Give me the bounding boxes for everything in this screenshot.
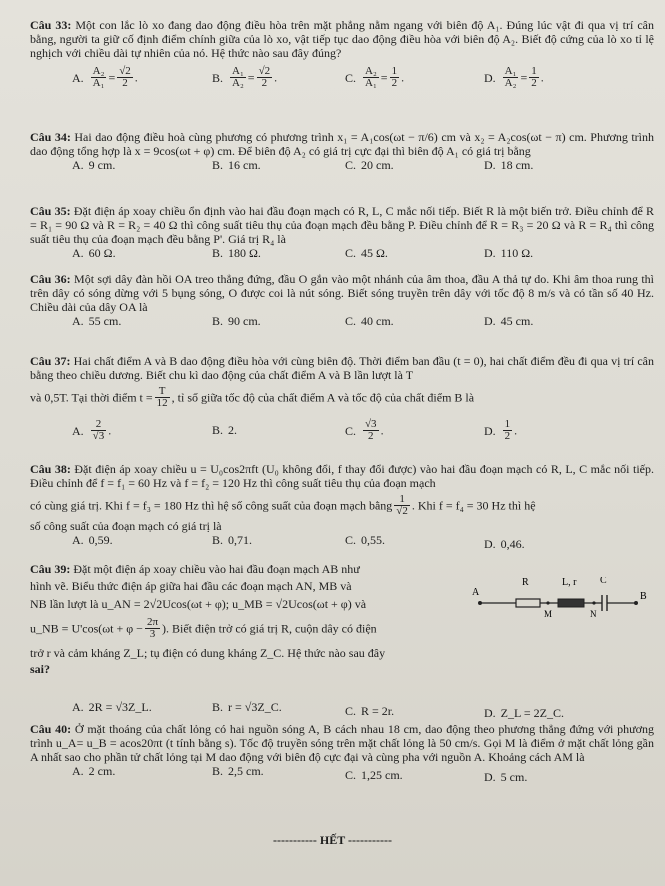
- option-c[interactable]: C. R = 2r.: [345, 704, 395, 718]
- terminal-b: [634, 601, 638, 605]
- option-b[interactable]: B. 0,71.: [212, 533, 253, 547]
- circuit-diagram: [470, 577, 650, 627]
- option-a[interactable]: A. 0,59.: [72, 533, 113, 547]
- question-39-options: [0, 700, 660, 720]
- options-row: [0, 314, 660, 330]
- question-label: Câu 40:: [30, 722, 72, 736]
- option-b[interactable]: B. 16 cm.: [212, 158, 261, 172]
- inductor-symbol: [558, 599, 584, 607]
- end-marker: ----------- HẾT -----------: [272, 833, 393, 847]
- option-a[interactable]: A. 9 cm.: [72, 158, 116, 172]
- label-lr: L, r: [562, 577, 577, 588]
- option-d[interactable]: D. Z_L = 2Z_C.: [484, 706, 564, 720]
- label-b: B: [640, 591, 647, 602]
- options-row: [0, 764, 660, 784]
- node-n: [592, 601, 595, 604]
- options-row: [0, 62, 660, 92]
- option-b[interactable]: B. r = √3Z_C.: [212, 700, 282, 714]
- question-39: Câu 39: Đặt một điện áp xoay chiều vào hai đầu đoạn mạch AB như hình vẽ. Biểu thức điện áp giữa hai đầu các đoạn mạch AN, MB và NB lần lượt là u_AN = 2√2Ucos(ωt + φ); u_MB = √2Ucos(ωt + φ) và u_NB = U'cos(ωt + φ − $\frac{2\pi}{3}$ ). Biết điện trở có giá trị R, cuộn dây có điện trở r và cảm kháng Z_L; tụ điện có dung kháng Z_C. Hệ thức nào sau đây sai?: [30, 562, 386, 676]
- option-b[interactable]: B. 2,5 cm.: [212, 764, 264, 778]
- options-row: [0, 533, 660, 549]
- options-row: [0, 700, 660, 720]
- option-c[interactable]: C. $\frac{\text{A₂}}{\text{A₁}}$ = $\frac{1}{2}$ .: [345, 65, 405, 89]
- option-a[interactable]: A. 2 cm.: [72, 764, 116, 778]
- question-38: Câu 38: Đặt điện áp xoay chiều u = U₀cos2πft (U₀ không đổi, f thay đổi được) vào hai đầu đoạn mạch có R, L, C mắc nối tiếp. Điều chỉnh để f = f₁ = 60 Hz và f = f₂ = 120 Hz thì công suất tiêu thụ của đoạn mạch có cùng giá trị. Khi f = f₃ = 180 Hz thì hệ số công suất của đoạn mạch bằng $\frac{1}{√2}$ . Khi f = f₄ = 30 Hz thì hệ số công suất của đoạn mạch có giá trị là A. 0,59. B. 0,71. C. 0,55. D. 0,46.: [0, 462, 660, 549]
- option-d[interactable]: D. $\frac{\text{A₁}}{\text{A₂}}$ = $\frac{1}{2}$ .: [484, 65, 544, 89]
- question-40: [0, 722, 660, 784]
- option-d[interactable]: D. $\frac{1}{2}$ .: [484, 418, 518, 442]
- option-c[interactable]: C. 20 cm.: [345, 158, 394, 172]
- option-c[interactable]: C. 1,25 cm.: [345, 768, 403, 782]
- question-text: Một sợi dây đàn hồi OA treo thẳng đứng, đầu O gắn vào một nhánh của âm thoa, đầu A thả tự do. Khi âm thoa rung thì trên dây có sóng dừng với 5 bụng sóng, O được coi là nút sóng. Biết sóng truyền trên dây với tốc độ 8 m/s và có tần số 40 Hz. Chiều dài của dây OA là: [30, 272, 655, 314]
- node-m: [546, 601, 549, 604]
- option-a[interactable]: A. $\frac{2}{√3}$ .: [72, 418, 112, 442]
- option-a[interactable]: A. 60 Ω.: [72, 246, 116, 260]
- option-a[interactable]: A. 55 cm.: [72, 314, 122, 328]
- question-label: Câu 38:: [30, 462, 71, 476]
- option-b[interactable]: B. 2.: [212, 423, 238, 437]
- question-label: Câu 39:: [30, 562, 71, 576]
- question-35: [0, 204, 660, 262]
- question-label: Câu 35:: [30, 204, 71, 218]
- question-34: [0, 130, 660, 174]
- option-b[interactable]: B. 90 cm.: [212, 314, 261, 328]
- option-b[interactable]: B. 180 Ω.: [212, 246, 261, 260]
- options-row: [0, 158, 660, 174]
- label-n: N: [590, 609, 597, 619]
- option-c[interactable]: C. 40 cm.: [345, 314, 394, 328]
- question-33: [0, 18, 660, 92]
- question-label: Câu 37:: [30, 354, 71, 368]
- question-label: Câu 34:: [30, 130, 71, 144]
- label-c: C: [600, 577, 607, 586]
- question-37: Câu 37: Hai chất điểm A và B dao động điều hòa với cùng biên độ. Thời điểm ban đầu (t = 0), hai chất điểm đều đi qua vị trí cân bằng theo chiều dương. Biết chu kì dao động của chất điểm A và B lần lượt là T và 0,5T. Tại thời điểm t = $\frac{T}{12}$ , tỉ số giữa tốc độ của chất điểm A và tốc độ của chất điểm B là A. $\frac{2}{√3}$ . B. 2. C. $\frac{√3}{2}$ . D. $\frac{1}{2}$ .: [0, 354, 660, 445]
- question-text: Một con lắc lò xo đang dao động điều hòa trên mặt phẳng nằm ngang với biên độ A₁. Đúng lúc vật đi qua vị trí cân bằng, người ta giữ cố định điểm chính giữa của lò xo, vật tiếp tục dao động điều hòa với biên độ A₂. Biết độ cứng của lò xo tỉ lệ nghịch với chiều dài tự nhiên của nó. Hệ thức nào sau đây đúng?: [30, 18, 655, 60]
- question-label: Câu 33:: [30, 18, 72, 32]
- label-m: M: [544, 609, 553, 619]
- question-text: Hai dao động điều hoà cùng phương có phương trình x₁ = A₁cos(ωt − π/6) cm và x₂ = A₂cos(ωt − π) cm. Phương trình dao động tổng hợp là x = 9cos(ωt + φ) cm. Để biên độ A₂ có giá trị cực đại thì biên độ A₁ có giá trị bằng: [30, 130, 655, 158]
- fraction: $\frac{2\pi}{3}$: [146, 616, 159, 640]
- fraction: $\frac{1}{√2}$: [396, 493, 408, 517]
- options-row: [0, 246, 660, 262]
- label-a: A: [472, 587, 480, 598]
- option-a[interactable]: A. $\frac{\text{A₂}}{\text{A₁}}$ = $\frac{√2}{2}$ .: [72, 65, 138, 89]
- option-d[interactable]: D. 5 cm.: [484, 770, 528, 784]
- option-d[interactable]: D. 45 cm.: [484, 314, 534, 328]
- label-r: R: [522, 577, 529, 588]
- option-b[interactable]: B. $\frac{\text{A₁}}{\text{A₂}}$ = $\frac{√2}{2}$ .: [212, 65, 278, 89]
- question-text: Hai chất điểm A và B dao động điều hòa với cùng biên độ. Thời điểm ban đầu (t = 0), hai chất điểm đều đi qua vị trí cân bằng theo chiều dương. Biết chu kì dao động của chất điểm A và B lần lượt là T: [30, 354, 654, 382]
- option-c[interactable]: C. $\frac{√3}{2}$ .: [345, 418, 384, 442]
- resistor-symbol: [516, 599, 540, 607]
- option-d[interactable]: D. 18 cm.: [484, 158, 534, 172]
- option-d[interactable]: D. 0,46.: [484, 537, 525, 551]
- option-c[interactable]: C. 45 Ω.: [345, 246, 388, 260]
- question-text: Ở mặt thoáng của chất lỏng có hai nguồn sóng A, B cách nhau 18 cm, dao động theo phương thẳng đứng với phương trình u_A= u_B = acos20πt (t tính bằng s). Tốc độ truyền sóng trên mặt chất lỏng là 50 cm/s. Gọi M là điểm ở mặt chất lỏng gần A nhất sao cho phần tử chất lỏng tại M dao động với biên độ cực đại và cùng pha với nguồn A. Khoảng cách AM là: [30, 722, 655, 764]
- question-text: Đặt điện áp xoay chiều ổn định vào hai đầu đoạn mạch có R, L, C mắc nối tiếp. Biết R là một biến trở. Điều chỉnh để R = R₁ = 90 Ω và R = R₂ = 40 Ω thì công suất tiêu thụ của đoạn mạch đều bằng P. Điều chỉnh để R = R₃ = 20 Ω và R = R₄ thì công suất tiêu thụ của đoạn mạch đều bằng P'. Giá trị R₄ là: [30, 204, 655, 246]
- question-label: Câu 36:: [30, 272, 71, 286]
- question-text: Đặt điện áp xoay chiều u = U₀cos2πft (U₀ không đổi, f thay đổi được) vào hai đầu đoạn mạch có R, L, C mắc nối tiếp. Điều chỉnh để f = f₁ = 60 Hz và f = f₂ = 120 Hz thì công suất tiêu thụ của đoạn mạch: [30, 462, 655, 490]
- question-36: [0, 272, 660, 330]
- option-c[interactable]: C. 0,55.: [345, 533, 386, 547]
- option-d[interactable]: D. 110 Ω.: [484, 246, 534, 260]
- option-a[interactable]: A. 2R = √3Z_L.: [72, 700, 152, 714]
- options-row: [0, 415, 660, 445]
- fraction: $\frac{T}{12}$: [156, 385, 168, 409]
